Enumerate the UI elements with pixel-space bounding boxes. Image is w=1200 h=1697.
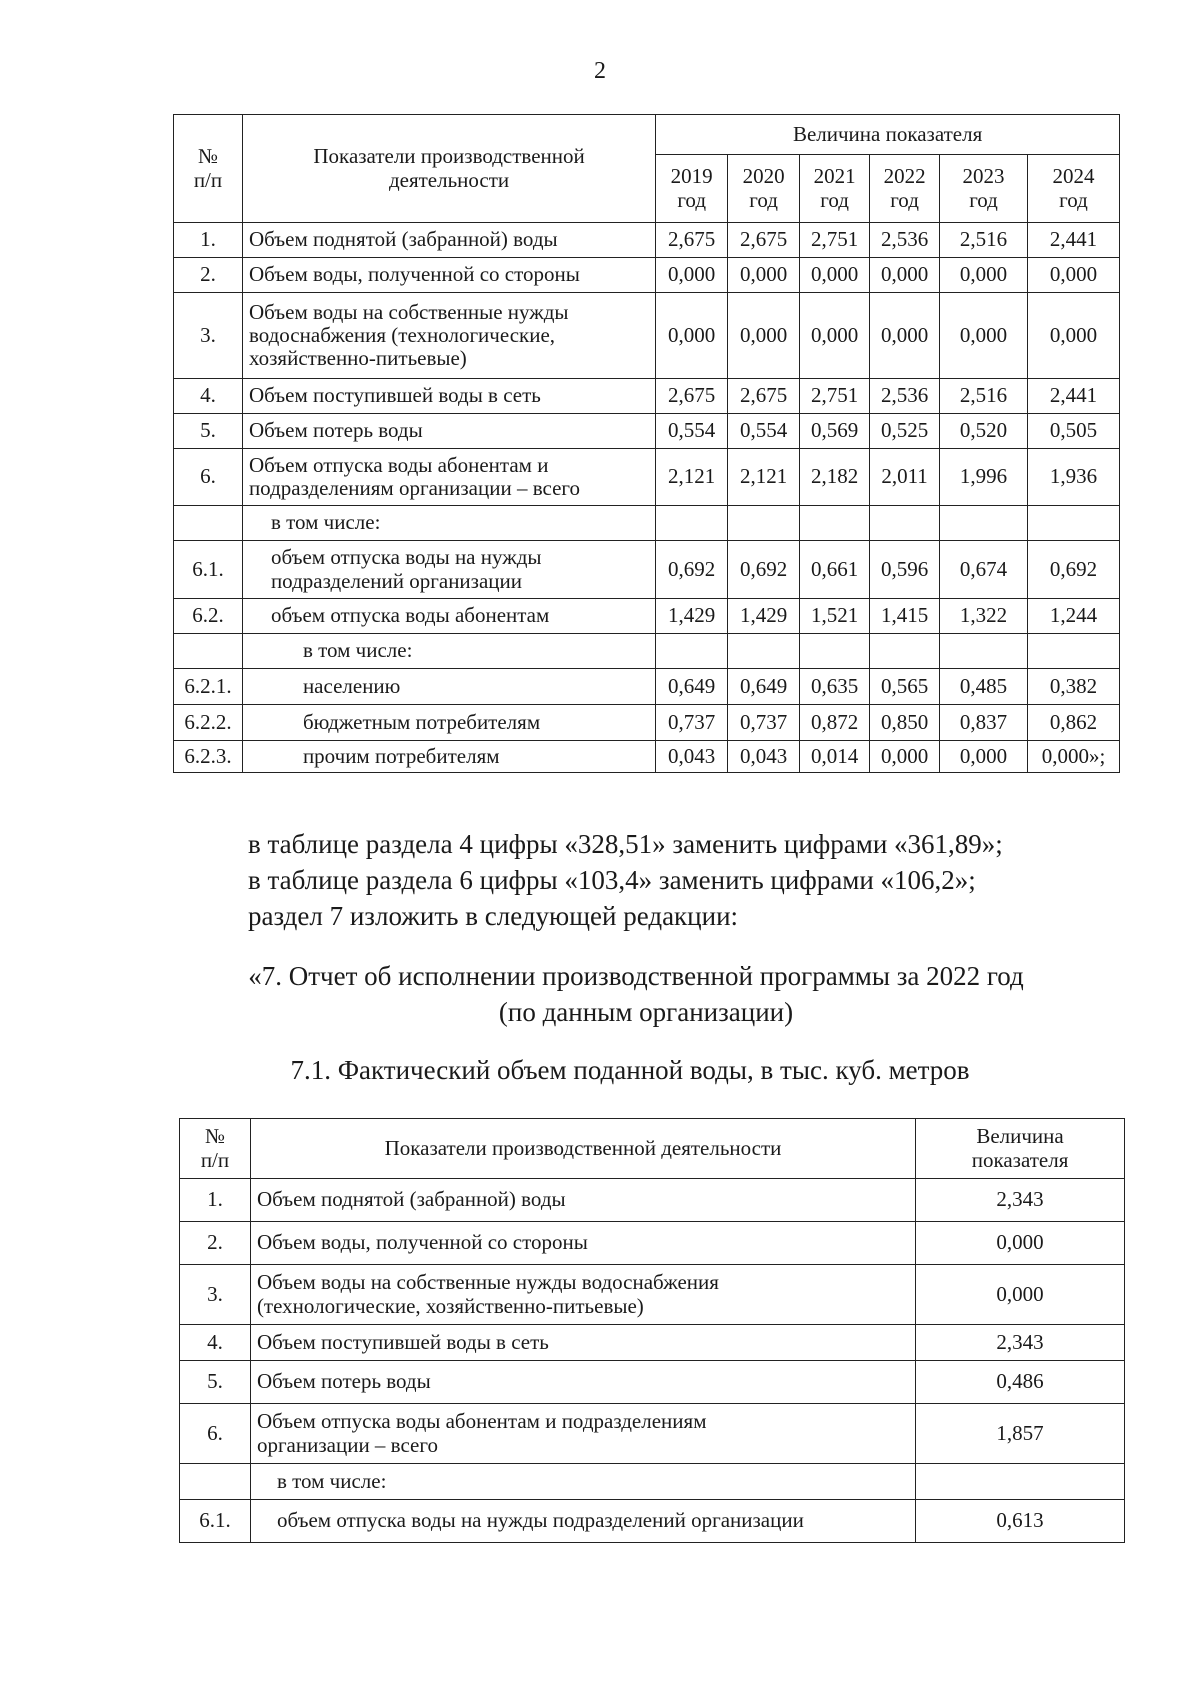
row-value: 0,000 bbox=[870, 293, 940, 379]
row-value: 0,565 bbox=[870, 669, 940, 705]
row-value: 0,000 bbox=[940, 741, 1028, 773]
header-year: 2023 год bbox=[940, 155, 1028, 223]
row-num: 6.1. bbox=[174, 541, 243, 599]
header-indicator: Показатели производственной деятельности bbox=[250, 1119, 915, 1179]
row-value: 0,520 bbox=[940, 414, 1028, 449]
row-value: 0,596 bbox=[870, 541, 940, 599]
row-label: в том числе: bbox=[242, 634, 655, 669]
row-label: в том числе: bbox=[250, 1464, 915, 1500]
row-label: объем отпуска воды на нужды подразделений организации bbox=[250, 1500, 915, 1543]
header-num: № п/п bbox=[174, 115, 243, 223]
row-label: Объем поступившей воды в сеть bbox=[250, 1325, 915, 1361]
row-value: 0,000 bbox=[1028, 258, 1120, 293]
table-row bbox=[180, 1265, 1125, 1325]
row-value: 2,536 bbox=[870, 379, 940, 414]
page-number: 2 bbox=[594, 58, 606, 84]
row-value: 0,649 bbox=[656, 669, 728, 705]
row-num: 6.2. bbox=[174, 599, 243, 634]
row-value bbox=[1028, 506, 1120, 541]
row-value bbox=[728, 634, 800, 669]
row-value bbox=[800, 506, 870, 541]
row-num: 4. bbox=[174, 379, 243, 414]
row-value bbox=[800, 634, 870, 669]
row-value: 0,000 bbox=[728, 293, 800, 379]
section-title-note: (по данным организации) bbox=[498, 997, 794, 1027]
section-subtitle: 7.1. Фактический объем поданной воды, в тыс. куб. метров bbox=[290, 1055, 970, 1085]
table-row bbox=[174, 741, 1120, 773]
row-label: Объем потерь воды bbox=[250, 1361, 915, 1404]
row-value: 0,000 bbox=[656, 258, 728, 293]
header-num: № п/п bbox=[180, 1119, 251, 1179]
row-value: 0,661 bbox=[800, 541, 870, 599]
amendment-paragraph: раздел 7 изложить в следующей редакции: bbox=[248, 901, 739, 931]
row-num: 4. bbox=[180, 1325, 251, 1361]
row-label: Объем поднятой (забранной) воды bbox=[242, 223, 655, 258]
row-value: 2,441 bbox=[1028, 223, 1120, 258]
row-num bbox=[174, 634, 243, 669]
row-label: Объем потерь воды bbox=[242, 414, 655, 449]
row-value: 2,011 bbox=[870, 449, 940, 506]
row-value: 0,485 bbox=[940, 669, 1028, 705]
row-value: 0,613 bbox=[916, 1500, 1125, 1543]
row-value: 2,121 bbox=[728, 449, 800, 506]
row-value bbox=[656, 506, 728, 541]
row-value: 0,000 bbox=[940, 293, 1028, 379]
header-value-group: Величина показателя bbox=[656, 115, 1120, 155]
actual-water-volume-table bbox=[179, 1118, 1125, 1543]
row-value: 0,000 bbox=[940, 258, 1028, 293]
row-value: 1,429 bbox=[656, 599, 728, 634]
row-value: 1,521 bbox=[800, 599, 870, 634]
amendment-paragraph: в таблице раздела 6 цифры «103,4» заменить цифрами «106,2»; bbox=[248, 865, 976, 895]
row-num: 6.2.1. bbox=[174, 669, 243, 705]
row-label: объем отпуска воды на нужды подразделений организации bbox=[242, 541, 655, 599]
row-value: 2,536 bbox=[870, 223, 940, 258]
row-value: 0,737 bbox=[656, 705, 728, 741]
row-value: 0,554 bbox=[728, 414, 800, 449]
table-row bbox=[180, 1500, 1125, 1543]
row-label: Объем поднятой (забранной) воды bbox=[250, 1179, 915, 1222]
row-label: Объем воды, полученной со стороны bbox=[242, 258, 655, 293]
table-row bbox=[174, 599, 1120, 634]
row-value bbox=[728, 506, 800, 541]
header-year: 2024 год bbox=[1028, 155, 1120, 223]
row-value: 0,000 bbox=[870, 258, 940, 293]
row-num: 1. bbox=[174, 223, 243, 258]
table-row bbox=[174, 541, 1120, 599]
header-indicator: Показатели производственной деятельности bbox=[242, 115, 655, 223]
row-num bbox=[174, 506, 243, 541]
row-value: 2,343 bbox=[916, 1179, 1125, 1222]
header-value: Величина показателя bbox=[916, 1119, 1125, 1179]
row-value: 2,516 bbox=[940, 379, 1028, 414]
row-value: 2,675 bbox=[728, 379, 800, 414]
row-value: 0,000 bbox=[656, 293, 728, 379]
row-value: 0,486 bbox=[916, 1361, 1125, 1404]
table-row bbox=[180, 1222, 1125, 1265]
row-value bbox=[870, 634, 940, 669]
table-row bbox=[180, 1361, 1125, 1404]
row-num: 6. bbox=[174, 449, 243, 506]
header-year: 2021 год bbox=[800, 155, 870, 223]
row-value: 0,872 bbox=[800, 705, 870, 741]
row-num: 6.2.2. bbox=[174, 705, 243, 741]
row-value: 2,343 bbox=[916, 1325, 1125, 1361]
header-year: 2020 год bbox=[728, 155, 800, 223]
table-row bbox=[174, 414, 1120, 449]
row-value: 2,675 bbox=[656, 379, 728, 414]
row-label: Объем воды, полученной со стороны bbox=[250, 1222, 915, 1265]
row-value: 1,996 bbox=[940, 449, 1028, 506]
row-num: 6.2.3. bbox=[174, 741, 243, 773]
amendment-paragraph: в таблице раздела 4 цифры «328,51» заменить цифрами «361,89»; bbox=[248, 829, 1003, 859]
row-value: 0,000 bbox=[870, 741, 940, 773]
row-value: 0,043 bbox=[656, 741, 728, 773]
row-value: 0,635 bbox=[800, 669, 870, 705]
table-row bbox=[180, 1464, 1125, 1500]
row-value: 2,675 bbox=[656, 223, 728, 258]
row-label: Объем воды на собственные нужды водоснабжения (технологические, хозяйственно-питьевые) bbox=[242, 293, 655, 379]
row-label: объем отпуска воды абонентам bbox=[242, 599, 655, 634]
table-row bbox=[174, 705, 1120, 741]
row-value: 2,751 bbox=[800, 379, 870, 414]
table-row bbox=[174, 293, 1120, 379]
row-value bbox=[916, 1464, 1125, 1500]
row-num bbox=[180, 1464, 251, 1500]
row-label: Объем отпуска воды абонентам и подразделениям организации – всего bbox=[242, 449, 655, 506]
row-num: 5. bbox=[180, 1361, 251, 1404]
row-value: 0,862 bbox=[1028, 705, 1120, 741]
table-row bbox=[174, 449, 1120, 506]
row-value: 0,837 bbox=[940, 705, 1028, 741]
row-value: 0,000 bbox=[916, 1222, 1125, 1265]
row-value: 0,382 bbox=[1028, 669, 1120, 705]
row-label: населению bbox=[242, 669, 655, 705]
row-value: 0,000 bbox=[1028, 293, 1120, 379]
row-value: 0,649 bbox=[728, 669, 800, 705]
row-value: 2,182 bbox=[800, 449, 870, 506]
row-value: 1,429 bbox=[728, 599, 800, 634]
row-num: 3. bbox=[174, 293, 243, 379]
section-title: «7. Отчет об исполнении производственной программы за 2022 год bbox=[248, 961, 1024, 991]
row-value: 1,322 bbox=[940, 599, 1028, 634]
row-value: 0,000 bbox=[916, 1265, 1125, 1325]
table-row bbox=[180, 1325, 1125, 1361]
table-row bbox=[174, 379, 1120, 414]
row-label: Объем отпуска воды абонентам и подразделениям организации – всего bbox=[250, 1404, 915, 1464]
row-value: 1,936 bbox=[1028, 449, 1120, 506]
row-value: 2,121 bbox=[656, 449, 728, 506]
table-row bbox=[180, 1404, 1125, 1464]
row-value bbox=[656, 634, 728, 669]
row-value: 0,014 bbox=[800, 741, 870, 773]
row-value: 0,525 bbox=[870, 414, 940, 449]
row-num: 6. bbox=[180, 1404, 251, 1464]
row-label: в том числе: bbox=[242, 506, 655, 541]
row-label: Объем поступившей воды в сеть bbox=[242, 379, 655, 414]
water-indicators-table bbox=[173, 114, 1120, 773]
row-value: 0,000»; bbox=[1028, 741, 1120, 773]
header-year: 2019 год bbox=[656, 155, 728, 223]
row-value: 0,569 bbox=[800, 414, 870, 449]
row-value: 0,000 bbox=[800, 258, 870, 293]
row-value: 2,516 bbox=[940, 223, 1028, 258]
table-row bbox=[174, 669, 1120, 705]
row-value bbox=[940, 506, 1028, 541]
row-num: 1. bbox=[180, 1179, 251, 1222]
row-value: 0,674 bbox=[940, 541, 1028, 599]
row-value bbox=[1028, 634, 1120, 669]
row-value: 0,692 bbox=[728, 541, 800, 599]
row-value bbox=[870, 506, 940, 541]
row-value: 2,675 bbox=[728, 223, 800, 258]
row-value: 0,737 bbox=[728, 705, 800, 741]
row-value: 1,415 bbox=[870, 599, 940, 634]
row-value: 2,441 bbox=[1028, 379, 1120, 414]
row-num: 2. bbox=[180, 1222, 251, 1265]
table-row bbox=[174, 223, 1120, 258]
header-year: 2022 год bbox=[870, 155, 940, 223]
row-num: 3. bbox=[180, 1265, 251, 1325]
row-value: 0,692 bbox=[1028, 541, 1120, 599]
row-value bbox=[940, 634, 1028, 669]
table-row bbox=[174, 506, 1120, 541]
row-value: 1,244 bbox=[1028, 599, 1120, 634]
table-row bbox=[174, 258, 1120, 293]
row-value: 0,554 bbox=[656, 414, 728, 449]
row-value: 0,692 bbox=[656, 541, 728, 599]
row-value: 0,043 bbox=[728, 741, 800, 773]
row-value: 2,751 bbox=[800, 223, 870, 258]
row-label: бюджетным потребителям bbox=[242, 705, 655, 741]
row-value: 0,000 bbox=[728, 258, 800, 293]
row-value: 0,000 bbox=[800, 293, 870, 379]
table-row bbox=[174, 634, 1120, 669]
row-value: 0,850 bbox=[870, 705, 940, 741]
table-row bbox=[180, 1179, 1125, 1222]
row-value: 1,857 bbox=[916, 1404, 1125, 1464]
row-value: 0,505 bbox=[1028, 414, 1120, 449]
row-num: 5. bbox=[174, 414, 243, 449]
row-label: Объем воды на собственные нужды водоснабжения (технологические, хозяйственно-питьевые) bbox=[250, 1265, 915, 1325]
row-num: 6.1. bbox=[180, 1500, 251, 1543]
row-num: 2. bbox=[174, 258, 243, 293]
row-label: прочим потребителям bbox=[242, 741, 655, 773]
